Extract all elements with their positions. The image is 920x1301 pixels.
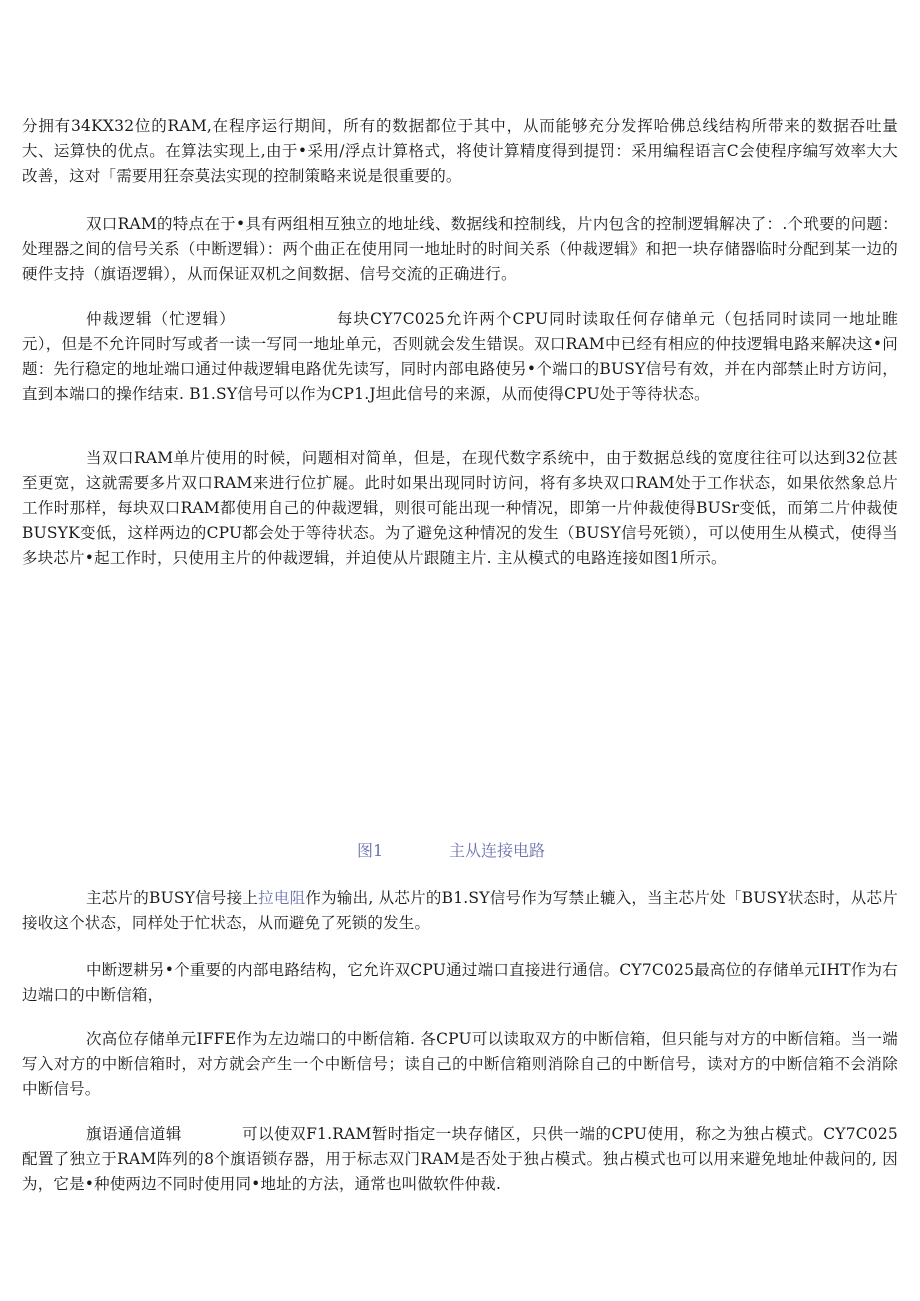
paragraph-interrupt-logic	[22, 958, 898, 1008]
section-heading: 仲裁逻辑（忙逻辑）	[86, 310, 236, 328]
paragraph-text: 主芯片的BUSY信号接上	[86, 889, 259, 907]
paragraph-semaphore-logic	[22, 1122, 898, 1197]
paragraph-text: 次高位存储单元IFFE作为左边端口的中断信箱. 各CPU可以读取双方的中断信箱，但只能与对方的中断信箱。当一端写入对方的中断信箱时，对方就会产生一个中断信号；读自己的中断信箱则消除自己的中断信号，读对方的中断信箱不会消除中断信号。	[22, 1030, 898, 1098]
paragraph-dual-port-ram-features	[22, 212, 898, 287]
paragraph-text: 当双口RAM单片使用的时候，问题相对简单，但是，在现代数字系统中，由于数据总线的宽度往往可以达到32位甚至更宽，这就需要多片双口RAM来进行位扩屣。此时如果出现同时访问，将有多块双口RAM处于工作状态，如果依然象总片工作时那样，每块双口RAM都使用自己的仲裁逻辑，则很可能出现一种情况，即第一片仲裁使得BUSr变低，而第二片仲裁使BUSYK变低，这样两边的CPU都会处于等待状态。为了避免这种情况的发生（BUSY信号死锁），可以使用生从模式，使得当多块芯片•起工作时，只使用主片的仲裁逻辑，并迫使从片跟随主片. 主从模式的电路连接如图1所示。	[22, 449, 898, 567]
paragraph-text: 双口RAM的特点在于•具有两组相互独立的地址线、数据线和控制线，片内包含的控制逻辑解决了：.个玳要的问题：处理器之间的信号关系（中断逻辑）：两个曲正在使用同一地址时的时间关系（仲裁逻辑》和把一块存储器临时分配到某一边的硬件支持（旗语逻辑），从而保证双机之间数据、信号交流的正确进行。	[22, 215, 898, 283]
paragraph-master-slave-mode	[22, 446, 898, 571]
paragraph-ram-overview	[22, 114, 898, 189]
figure-caption	[357, 839, 545, 863]
paragraph-text: 中断逻耕另•个重要的内部电路结构，它允许双CPU通过端口直接进行通信。CY7C025最高位的存储单元IHT作为右边端口的中断信箱，	[22, 961, 898, 1004]
paragraph-text: 每块CY7C025允许两个CPU同时读取任何存储单元（包括同时读同一地址睢元），但是不允许同时写或者一读一写同一地址单元，否则就会发生错误。双口RAM中已经有相应的仲技逻辑电路来解决这•问题：先行稳定的地址端口通过仲裁逻辑电路优先读写，同时内部电路使另•个端口的BUSY信号有效，并在内部禁止时方访问，直到本端口的操作结束. B1.SY信号可以作为CP1.J坦此信号的来源，从而使得CPU处于等待状态。	[22, 310, 898, 403]
paragraph-interrupt-mailbox	[22, 1027, 898, 1102]
section-heading: 旗语通信道辑	[86, 1125, 182, 1143]
figure-number: 图1	[357, 841, 384, 860]
paragraph-busy-signal	[22, 886, 898, 936]
pull-up-resistor-link[interactable]: 拉电阻	[258, 889, 306, 907]
figure-title: 主从连接电路	[449, 841, 546, 860]
paragraph-arbitration-logic	[22, 307, 898, 407]
paragraph-text: 作为输出, 从芯片的B1.SY信号作为写禁止辘入，当主芯片处「BUSY状态时，从芯片接收这个状态，同样处于忙状态，从而避免了死锁的发生。	[22, 889, 898, 932]
figure-placeholder	[22, 600, 898, 830]
paragraph-text: 可以使双F1.RAM暂时指定一块存储区，只供一端的CPU使用，称之为独占模式。CY7C025配置了独立于RAM阵列的8个旗语锁存器，用于标志双门RAM是否处于独占模式。独占模式也可以用来避免地址仲裁问的, 因为，它是•种使两边不同时使用同•地址的方法，通常也叫做软件仲裁.	[22, 1125, 898, 1193]
paragraph-text: 分拥有34KX32位的RAM,在程序运行期间，所有的数据都位于其中，从而能够充分发挥哈佛总线结构所带来的数据吞吐量大、运算快的优点。在算法实现上,由于•采用/浮点计算格式，将使计算精度得到提罚：采用编程语言C会使程序编写效率大大改善，这对「需要用狂奈莫法实现的控制策略来说是很重要的。	[22, 117, 898, 185]
